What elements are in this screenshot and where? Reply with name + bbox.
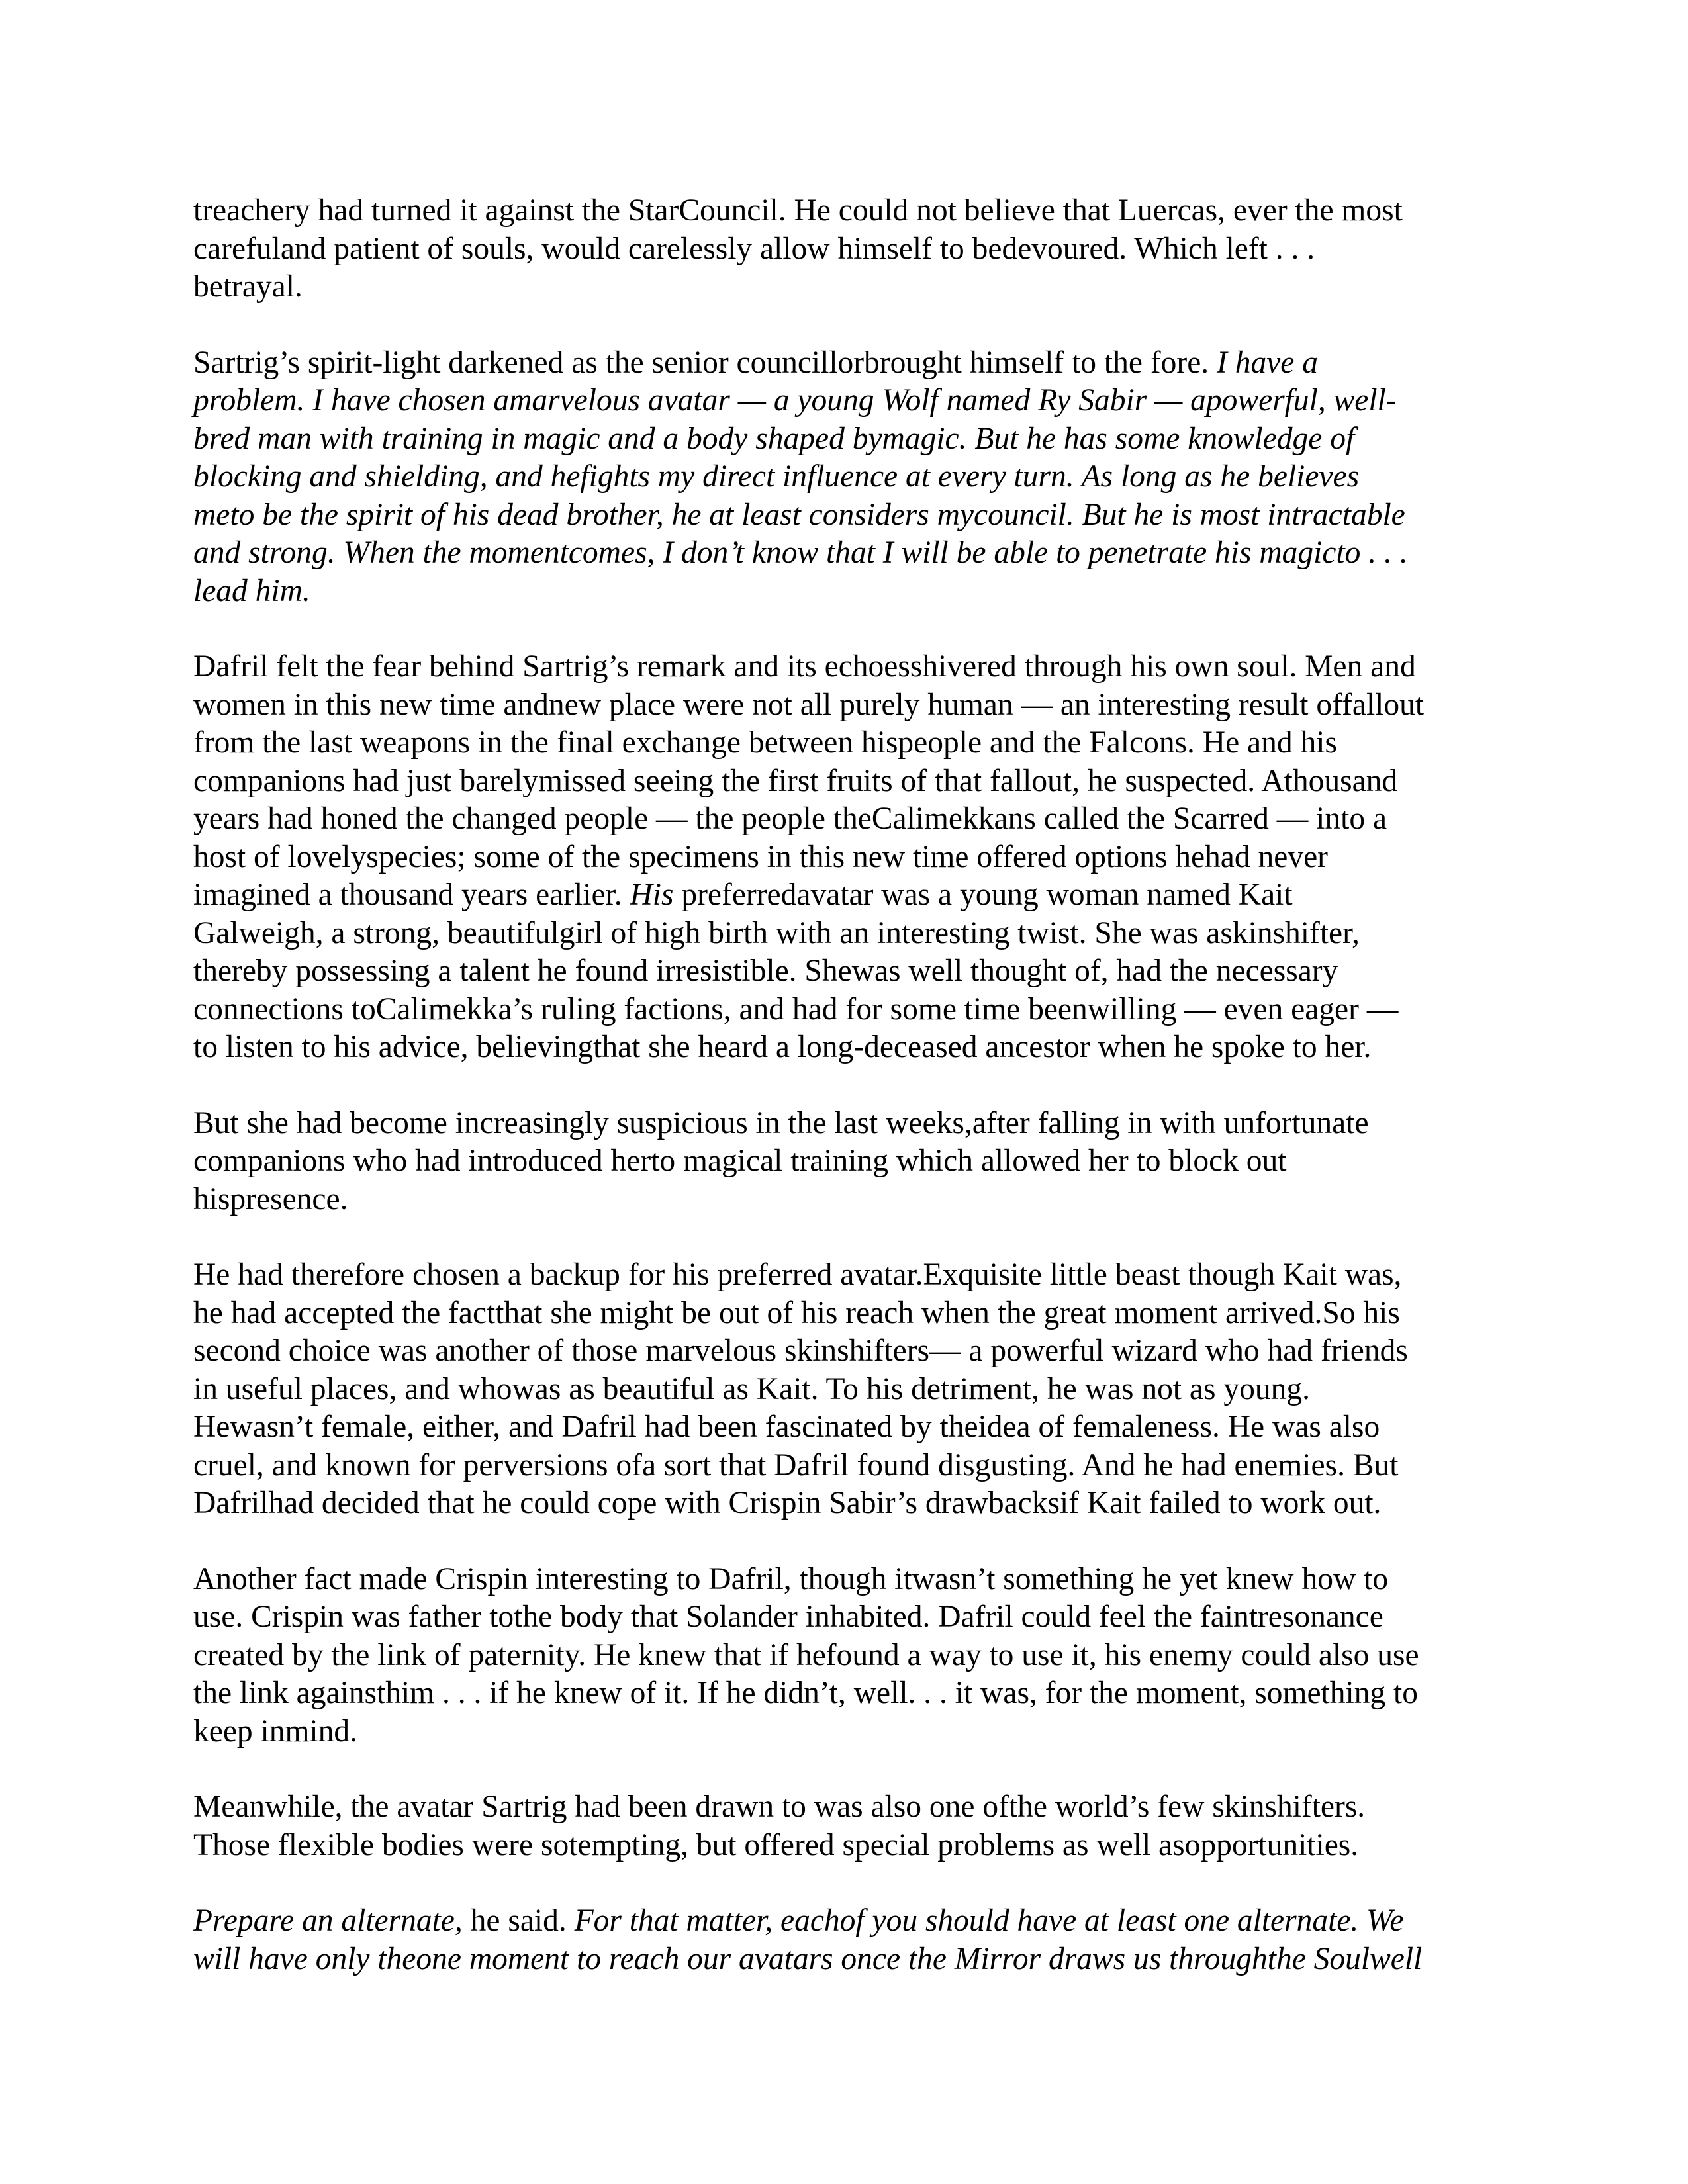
text-run: he had accepted the factthat she might be out of his reach when the great moment arrived.So his [193, 1295, 1400, 1330]
text-run: Dafril felt the fear behind Sartrig’s remark and its echoesshivered through his own soul. Men and [193, 649, 1416, 684]
text-run: women in this new time andnew place were not all purely human — an interesting result offallout [193, 687, 1425, 722]
text-run: carefuland patient of souls, would carelessly allow himself to bedevoured. Which left . . . [193, 231, 1315, 266]
text-run: from the last weapons in the final exchange between hispeople and the Falcons. He and his [193, 725, 1337, 760]
text-line [193, 762, 1501, 801]
text-run: use. Crispin was father tothe body that Solander inhabited. Dafril could feel the faintresonance [193, 1600, 1383, 1634]
text-run: keep inmind. [193, 1713, 358, 1749]
text-run: second choice was another of those marvelous skinshifters— a powerful wizard who had friends [193, 1334, 1408, 1368]
text-line [193, 458, 1501, 496]
text-run: treachery had turned it against the StarCouncil. He could not believe that Luercas, ever the most [193, 193, 1403, 228]
text-run: preferredavatar was a young woman named Kait [673, 878, 1293, 912]
text-line [193, 952, 1501, 991]
text-run: He had therefore chosen a backup for his preferred avatar.Exquisite little beast though Kait was, [193, 1257, 1402, 1292]
text-line [193, 572, 1501, 611]
text-run: connections toCalimekka’s ruling factions, and had for some time beenwilling — even eager — [193, 991, 1399, 1026]
text-line [193, 192, 1501, 230]
text-line [193, 1028, 1501, 1067]
paragraph [193, 1788, 1501, 1864]
text-run: host of lovelyspecies; some of the specimens in this new time offered options hehad never [193, 839, 1328, 874]
text-run: companions had just barelymissed seeing the first fruits of that fallout, he suspected. Athousand [193, 763, 1398, 798]
text-line [193, 1561, 1501, 1599]
text-run: created by the link of paternity. He knew that if hefound a way to use it, his enemy could also use [193, 1637, 1419, 1672]
paragraph [193, 648, 1501, 1067]
text-run: the link againsthim . . . if he knew of it. If he didn’t, well. . . it was, for the moment, something to [193, 1676, 1418, 1710]
text-run: thereby possessing a talent he found irresistible. Shewas well thought of, had the necessary [193, 954, 1338, 988]
text-run: years had honed the changed people — the people theCalimekkans called the Scarred — into a [193, 801, 1387, 836]
text-line [193, 1295, 1501, 1333]
paragraph [193, 344, 1501, 611]
text-line [193, 1371, 1501, 1409]
text-line [193, 1827, 1501, 1865]
text-line [193, 1713, 1501, 1751]
text-line [193, 1181, 1501, 1219]
text-run: hispresence. [193, 1181, 348, 1216]
text-line [193, 1408, 1501, 1447]
text-line [193, 1484, 1501, 1523]
paragraph [193, 192, 1501, 306]
text-run: Dafrilhad decided that he could cope with Crispin Sabir’s drawbacksif Kait failed to work out. [193, 1486, 1382, 1520]
text-line [193, 991, 1501, 1029]
text-line [193, 1598, 1501, 1637]
text-line [193, 1447, 1501, 1485]
text-run: Sartrig’s spirit-light darkened as the senior councillorbrought himself to the fore. [193, 345, 1217, 380]
text-line [193, 876, 1501, 915]
text-line [193, 420, 1501, 459]
italic-run: blocking and shielding, and hefights my direct influence at every turn. As long as he believes [193, 459, 1360, 494]
italic-run: problem. I have chosen amarvelous avatar — a young Wolf named Ry Sabir — apowerful, well- [193, 383, 1397, 418]
text-run: Galweigh, a strong, beautifulgirl of high birth with an interesting twist. She was askinshifter, [193, 915, 1360, 950]
text-run: in useful places, and whowas as beautiful as Kait. To his detriment, he was not as young. [193, 1371, 1310, 1406]
text-run: Hewasn’t female, either, and Dafril had been fascinated by theidea of femaleness. He was also [193, 1410, 1380, 1444]
text-line [193, 1788, 1501, 1827]
text-line [193, 724, 1501, 762]
text-run: But she had become increasingly suspicious in the last weeks,after falling in with unfortunate [193, 1105, 1369, 1140]
text-line [193, 1332, 1501, 1371]
text-line [193, 1940, 1501, 1979]
paragraph [193, 1902, 1501, 1978]
italic-run: and strong. When the momentcomes, I don’t know that I will be able to penetrate his magicto . . . [193, 535, 1408, 570]
italic-run: I have a [1217, 345, 1319, 380]
text-line [193, 1637, 1501, 1675]
text-line [193, 1256, 1501, 1295]
text-line [193, 800, 1501, 839]
italic-run: will have only theone moment to reach our avatars once the Mirror draws us throughthe Soulwell [193, 1941, 1423, 1976]
italic-run: meto be the spirit of his dead brother, he at least considers mycouncil. But he is most intractable [193, 497, 1405, 532]
text-line [193, 915, 1501, 953]
paragraph [193, 1256, 1501, 1523]
text-run: imagined a thousand years earlier. [193, 878, 630, 912]
italic-run: Prepare an alternate, [193, 1903, 463, 1938]
text-line [193, 382, 1501, 420]
italic-run: His [630, 878, 674, 912]
italic-run: lead him. [193, 573, 310, 608]
text-run: betrayal. [193, 269, 303, 304]
text-line [193, 648, 1501, 686]
text-run: cruel, and known for perversions ofa sort that Dafril found disgusting. And he had enemies. But [193, 1447, 1399, 1482]
text-line [193, 496, 1501, 535]
text-run: Meanwhile, the avatar Sartrig had been drawn to was also one ofthe world’s few skinshifters. [193, 1790, 1366, 1824]
paragraph [193, 1561, 1501, 1751]
text-line [193, 1142, 1501, 1181]
text-line [193, 1902, 1501, 1940]
italic-run: bred man with training in magic and a body shaped bymagic. But he has some knowledge of [193, 421, 1355, 456]
text-line [193, 839, 1501, 877]
text-run: companions who had introduced herto magical training which allowed her to block out [193, 1144, 1287, 1178]
text-line [193, 686, 1501, 725]
text-run: Another fact made Crispin interesting to Dafril, though itwasn’t something he yet knew how to [193, 1561, 1389, 1596]
text-run: he said. [462, 1903, 575, 1938]
text-run: Those flexible bodies were sotempting, but offered special problems as well asopportunities. [193, 1827, 1359, 1862]
text-line [193, 268, 1501, 306]
text-run: to listen to his advice, believingthat she heard a long-deceased ancestor when he spoke to her. [193, 1030, 1372, 1064]
text-line [193, 534, 1501, 572]
italic-run: For that matter, eachof you should have at least one alternate. We [574, 1903, 1404, 1938]
paragraph [193, 1105, 1501, 1219]
text-line [193, 230, 1501, 269]
text-line [193, 344, 1501, 383]
text-line [193, 1674, 1501, 1713]
body-text [193, 192, 1501, 1978]
text-line [193, 1105, 1501, 1143]
